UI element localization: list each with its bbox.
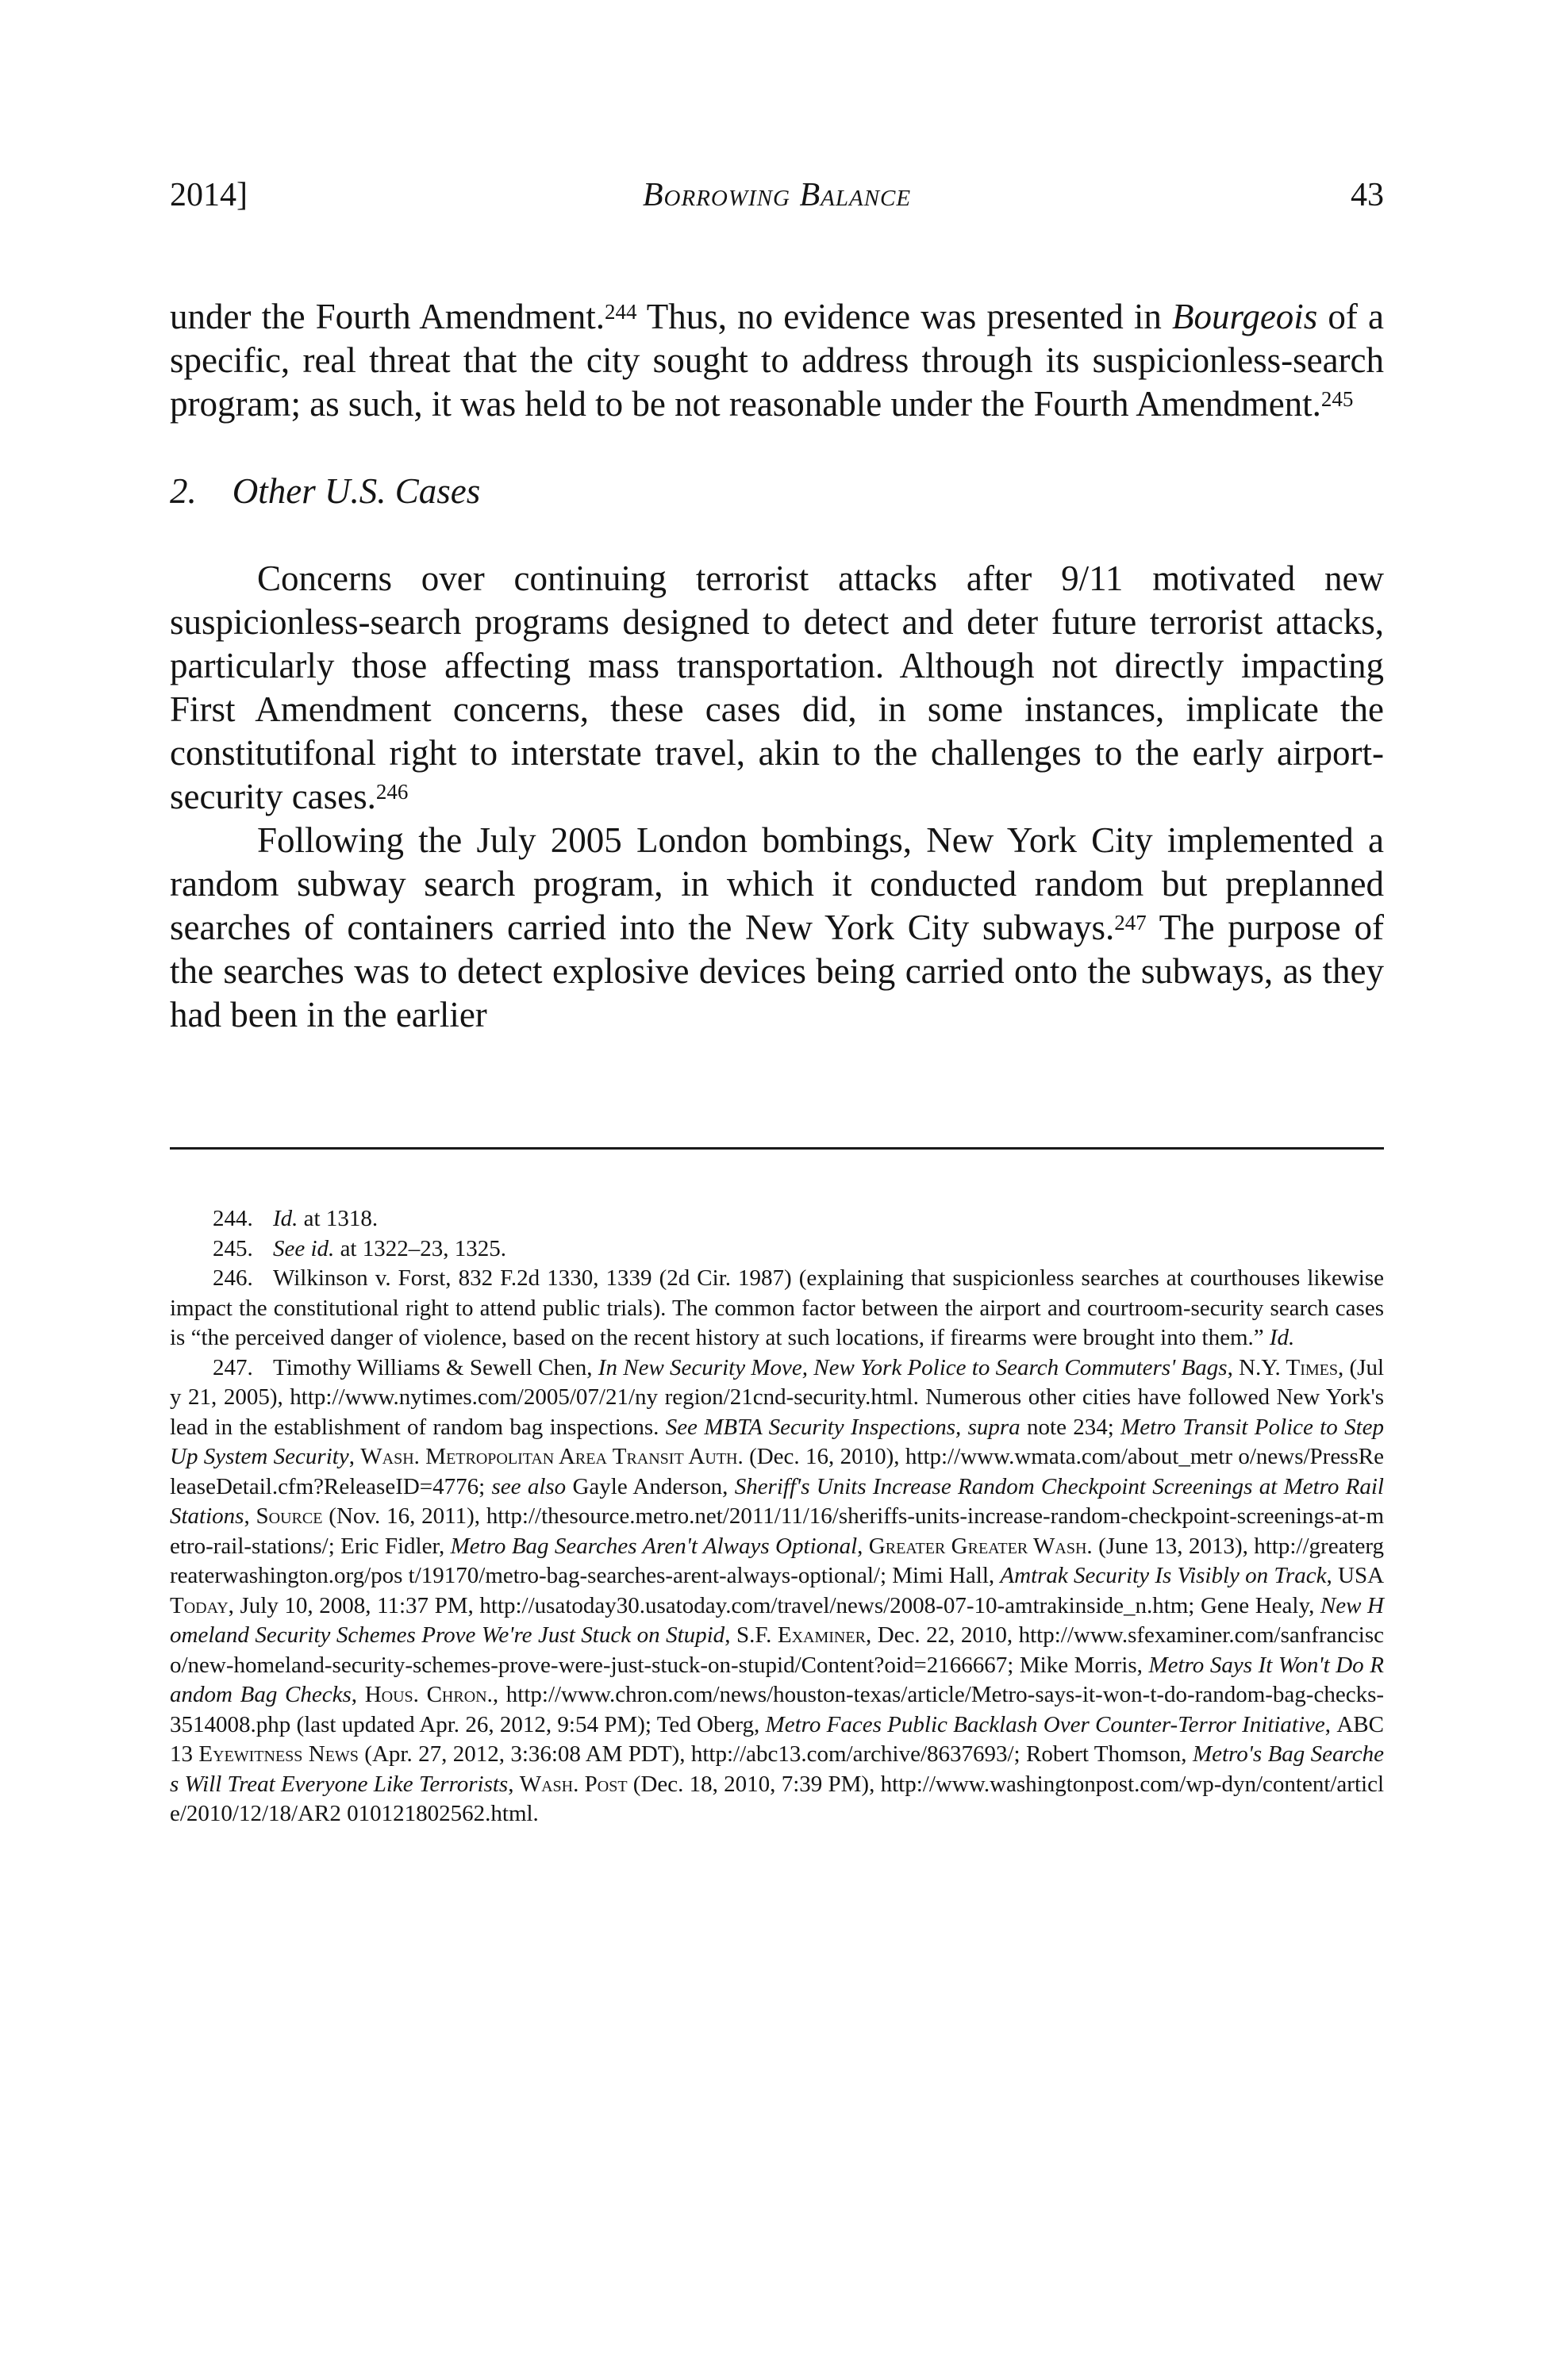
footnote-ref-244: 244 — [605, 300, 637, 324]
text-run: (Dec. 16, 2010), http://www.wmata.com/about_metr o/news/PressReleaseDetail.cfm?ReleaseID=4776; — [170, 1444, 1384, 1499]
footnote-244 — [170, 1204, 1384, 1234]
text-run: , July 10, 2008, 11:37 PM, http://usatoday30.usatoday.com/travel/news/2008-07-10-amtrakinside_n.htm; Gene Healy, — [228, 1592, 1320, 1618]
see-also-signal: see also — [491, 1473, 567, 1499]
article-title: Metro Bag Searches Aren't Always Optional — [450, 1533, 858, 1559]
text-run: The purpose of the searches was to detect explosive devices being carried onto the subways, as they had been in the earlier — [170, 908, 1384, 1035]
text-run: (Dec. 18, 2010, 7:39 PM), http://www.washingtonpost.com/wp-dyn/content/article/2010/12/18/AR2 010121802562.html. — [170, 1771, 1385, 1826]
see-signal: See MBTA Security Inspections, supra — [665, 1414, 1020, 1440]
paragraph-3 — [170, 819, 1384, 1037]
text-run: , — [1227, 1354, 1240, 1380]
text-run: under the Fourth Amendment. — [170, 297, 605, 336]
publication-name: N.Y. Times — [1239, 1354, 1338, 1380]
case-name: Bourgeois — [1171, 297, 1318, 336]
section-title: Other U.S. Cases — [232, 471, 481, 511]
article-title: Metro's Bag Searches Will Treat Everyone Like Terrorists — [170, 1741, 1384, 1797]
id-signal: Id. — [273, 1206, 298, 1231]
paragraph-1 — [170, 295, 1384, 426]
footnote-number: 246. — [213, 1265, 253, 1291]
text-run: of a specific, real threat that the city sought to address through its suspicionless-search program; as such, it was held to be not reasonable under the Fourth Amendment. — [170, 297, 1384, 424]
text-run: (June 13, 2013), http://greatergreaterwashington.org/pos t/19170/metro-bag-searches-arent-always-optional/; Mimi Hall, — [170, 1533, 1384, 1588]
text-run: , http://www.chron.com/news/houston-texas/article/Metro-says-it-won-t-do-random-bag-checks-3514008.php (last updated Apr. 26, 2012, 9:54 PM); Ted Oberg, — [170, 1682, 1385, 1737]
text-run: (Apr. 27, 2012, 3:36:08 AM PDT), http://abc13.com/archive/8637693/; Robert Thomson, — [358, 1741, 1193, 1767]
page-number: 43 — [1351, 177, 1384, 213]
publication-name: Wash. Post — [519, 1771, 628, 1797]
text-run: note 234; — [1020, 1414, 1121, 1440]
text-run: , — [725, 1622, 736, 1648]
text-run: , — [857, 1533, 869, 1559]
text-run: , — [244, 1503, 256, 1529]
text-run: Following the July 2005 London bombings, New York City implemented a random subway search program, in which it conducted random but preplanned searches of containers carried into the New York City subways. — [170, 820, 1384, 947]
text-run: at 1322–23, 1325. — [334, 1235, 506, 1261]
text-run: , — [1326, 1563, 1338, 1588]
footnotes — [170, 1204, 1384, 1829]
text-run: Timothy Williams & Sewell Chen, — [273, 1354, 598, 1380]
footnote-number: 245. — [213, 1235, 253, 1261]
running-title: Borrowing Balance — [642, 177, 912, 213]
footnote-number: 244. — [213, 1206, 253, 1231]
article-title: In New Security Move, New York Police to Search Commuters' Bags — [598, 1354, 1228, 1380]
article-title: Metro Says It Won't Do Random Bag Checks — [170, 1652, 1384, 1707]
article-title: Metro Transit Police to Step Up System Security — [170, 1414, 1384, 1469]
publication-name: ABC 13 Eyewitness News — [170, 1711, 1384, 1767]
main-text — [170, 295, 1384, 1037]
text-run: , — [348, 1444, 361, 1469]
publication-name: Source — [256, 1503, 323, 1529]
article-title: Metro Faces Public Backlash Over Counter-Terror Initiative — [765, 1711, 1325, 1737]
section-heading — [170, 470, 1384, 513]
publication-name: S.F. Examiner — [736, 1622, 866, 1648]
text-run: , (July 21, 2005), http://www.nytimes.com/2005/07/21/ny region/21cnd-security.html. Numerous other cities have followed New York's lead in the establishment of random bag inspections. — [170, 1354, 1385, 1440]
text-run: (Nov. 16, 2011), http://thesource.metro.net/2011/11/16/sheriffs-units-increase-random-checkpoint-screenings-at-metro-rail-stations/; Eric Fidler, — [170, 1503, 1385, 1559]
footnote-divider — [170, 1147, 1384, 1150]
publication-name: Hous. Chron. — [364, 1682, 493, 1707]
text-run: Gayle Anderson, — [566, 1473, 735, 1499]
publication-name: Wash. Metropolitan Area Transit Auth. — [360, 1444, 744, 1469]
article-title: Amtrak Security Is Visibly on Track — [1000, 1563, 1327, 1588]
text-run: , Dec. 22, 2010, http://www.sfexaminer.com/sanfrancisco/new-homeland-security-schemes-prove-were-just-stuck-on-stupid/Content?oid=2166667; Mike Morris, — [170, 1622, 1385, 1678]
text-run: , — [508, 1771, 520, 1797]
paragraph-2 — [170, 557, 1384, 819]
footnote-number: 247. — [213, 1354, 253, 1380]
footnote-ref-246: 246 — [375, 780, 409, 804]
text-run: , — [351, 1682, 365, 1707]
text-run: Concerns over continuing terrorist attacks after 9/11 motivated new suspicionless-search programs designed to detect and deter future terrorist attacks, particularly those affecting mass transportation. Although not directly impacting First Amendment concerns, these cases did, in some instances, implicate the constitutifonal right to interstate travel, akin to the challenges to the early airport-security cases. — [170, 559, 1384, 816]
text-run: at 1318. — [298, 1206, 379, 1231]
footnote-ref-245: 245 — [1320, 387, 1354, 411]
text-run: Wilkinson v. Forst, 832 F.2d 1330, 1339 (2d Cir. 1987) (explaining that suspicionless searches at courthouses likewise impact the constitutional right to attend public trials). The common factor between the airport and courtroom-security search cases is “the perceived danger of violence, based on the recent history at such locations, if firearms were brought into them.” — [170, 1265, 1384, 1350]
section-number: 2. — [170, 471, 197, 511]
footnote-247 — [170, 1353, 1384, 1829]
text-run: Thus, no evidence was presented in — [636, 297, 1172, 336]
running-header — [170, 176, 1384, 224]
article-title: New Homeland Security Schemes Prove We're Just Stuck on Stupid — [170, 1592, 1384, 1648]
volume-year: 2014] — [170, 177, 248, 213]
footnote-246 — [170, 1264, 1384, 1353]
footnote-245 — [170, 1234, 1384, 1265]
publication-name: Greater Greater Wash. — [868, 1533, 1093, 1559]
article-title: Sheriff's Units Increase Random Checkpoint Screenings at Metro Rail Stations — [170, 1473, 1384, 1529]
id-signal: Id. — [1269, 1325, 1295, 1350]
see-signal: See id. — [273, 1235, 335, 1261]
text-run: , — [1324, 1711, 1337, 1737]
footnote-ref-247: 247 — [1114, 911, 1147, 935]
publication-name: USA Today — [170, 1563, 1385, 1618]
